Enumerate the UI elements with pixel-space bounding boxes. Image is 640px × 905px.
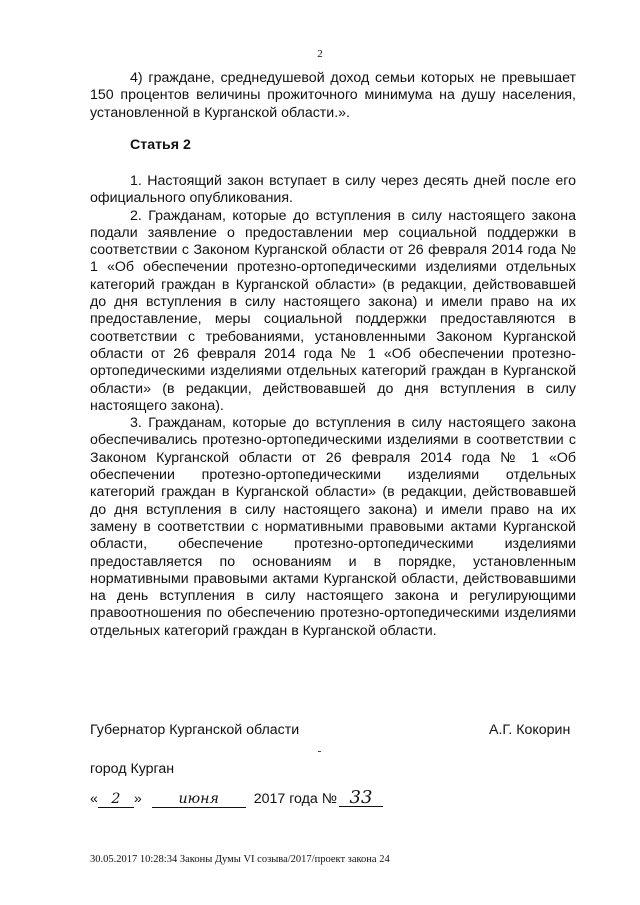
article-2-body	[90, 173, 576, 640]
article-paragraph-2: 2. Гражданам, которые до вступления в силу настоящего закона подали заявление о предоставлении мер социальной поддержки в соответствии с Законом Курганской области от 26 февраля 2014 года № 1 «Об обеспечении протезно-ортопедическими изделиями отдельных категорий граждан в Курганской области» (в редакции, действовавшей до дня вступления в силу настоящего закона) и имели право на их предоставление, меры социальной поддержки предоставляются в соответствии с требованиями, установленными Законом Курганской области от 26 февраля 2014 года № 1 «Об обеспечении протезно-ортопедическими изделиями отдельных категорий граждан в Курганской области» (в редакции, действовавшей до дня вступления в силу настоящего закона).	[90, 207, 576, 414]
item-4-text: 4) граждане, среднедушевой доход семьи которых не превышает 150 процентов величины прожиточного минимума на душу населения, установленной в Курганской области.».	[90, 70, 576, 121]
article-paragraph-3: 3. Гражданам, которые до вступления в силу настоящего закона обеспечивались протезно-ортопедическими изделиями в соответствии с Законом Курганской области от 26 февраля 2014 года № 1 «Об обеспечении протезно-ортопедическими изделиями отдельных категорий граждан в Курганской области» (в редакции, действовавшей до дня вступления в силу настоящего закона) и имели право на их замену в соответствии с нормативными правовыми актами Курганской области, обеспечение протезно-ортопедическими изделиями предоставляется по основаниям и в порядке, установленным нормативными правовыми актами Курганской области, действовавшими на день вступления в силу настоящего закона и регулирующими правоотношения по обеспечению протезно-ортопедическими изделиями отдельных категорий граждан в Курганской области.	[90, 415, 576, 639]
date-day: 2	[98, 791, 134, 808]
signature-title: Губернатор Курганской области	[90, 722, 300, 738]
article-paragraph-1: 1. Настоящий закон вступает в силу через десять дней после его официального опубликования.	[90, 173, 576, 207]
date-line	[90, 787, 383, 808]
date-close-quote: »	[133, 791, 142, 807]
date-month: июня	[152, 791, 246, 808]
footer-note: 30.05.2017 10:28:34 Законы Думы VI созыва/2017/проект закона 24	[90, 854, 390, 865]
date-open-quote: «	[90, 791, 98, 807]
list-item-4	[90, 70, 576, 122]
stray-mark	[318, 751, 321, 752]
signature-name: А.Г. Кокорин	[489, 722, 571, 738]
date-number: 33	[339, 790, 383, 807]
page-number: 2	[317, 48, 323, 60]
city: город Курган	[90, 761, 175, 777]
date-year-text: 2017 года №	[253, 791, 337, 807]
article-heading: Статья 2	[130, 137, 191, 153]
